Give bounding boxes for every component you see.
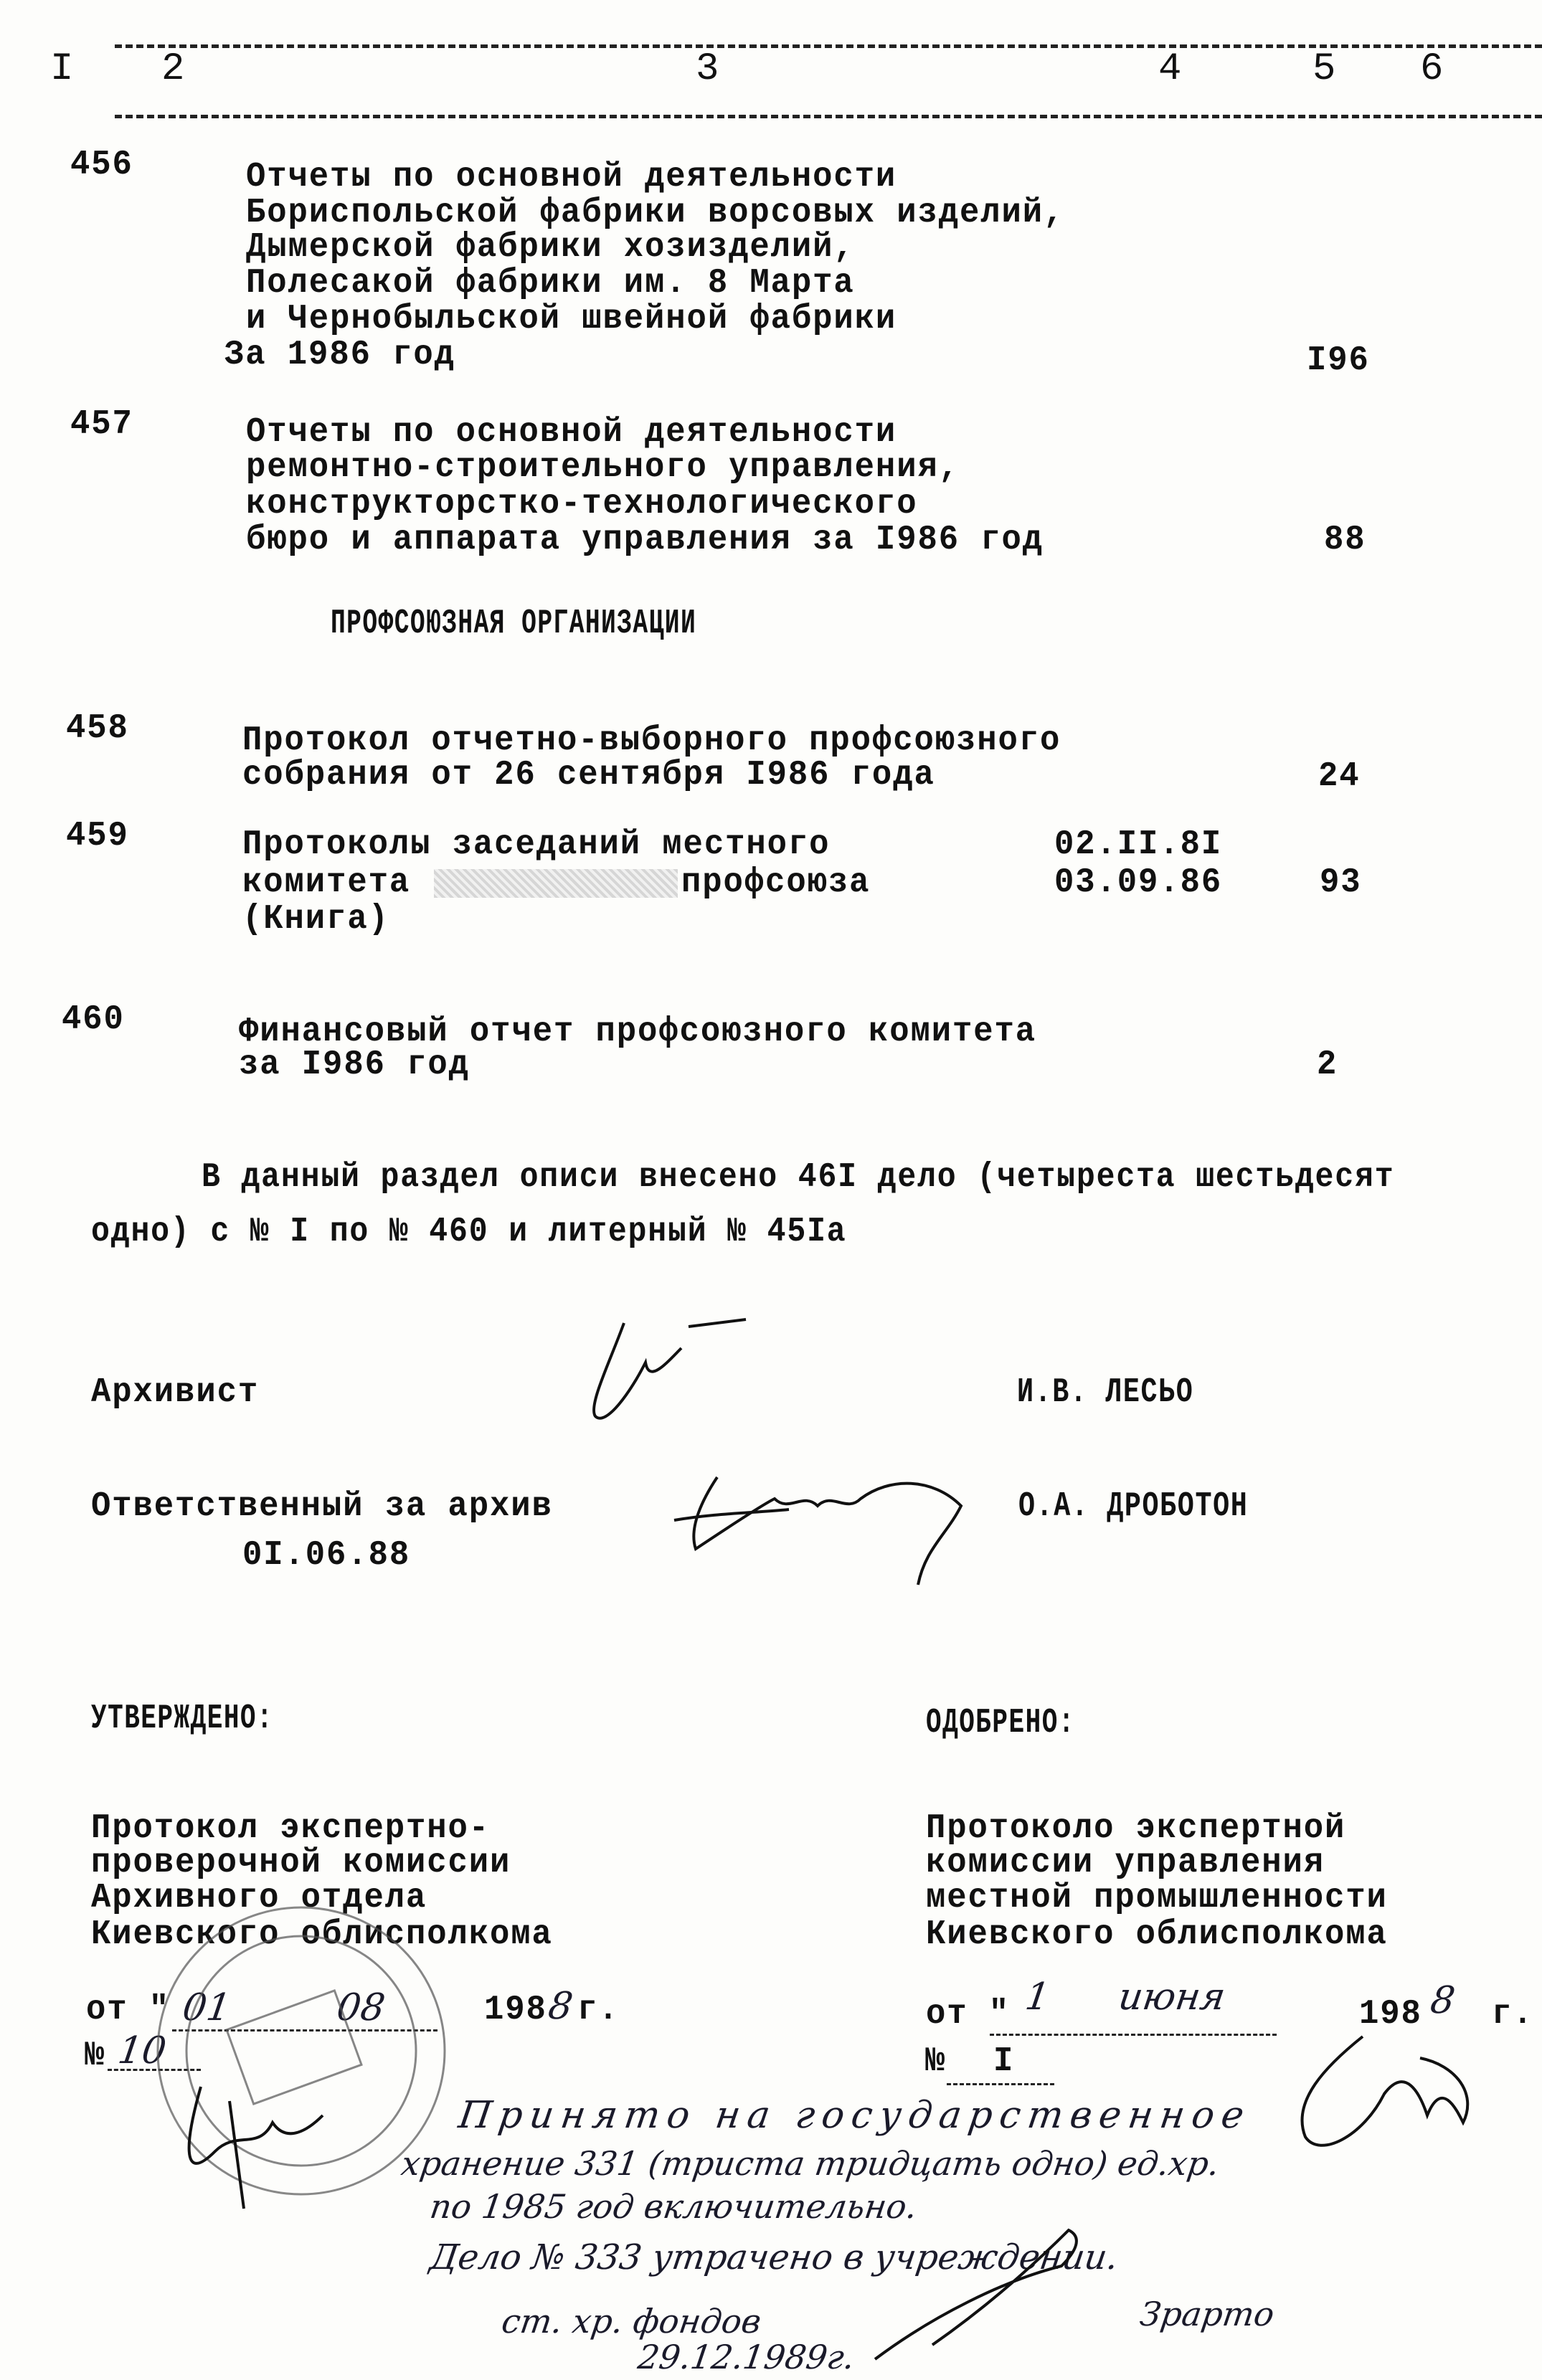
approved-title: УТВЕРЖДЕНО: <box>91 1699 274 1738</box>
approved-number: 10 <box>115 2029 169 2072</box>
approved-line: проверочной комиссии <box>91 1844 511 1882</box>
entry-title-line: и Чернобыльской швейной фабрики <box>246 300 897 338</box>
approved-year-prefix: 198 <box>484 1991 547 2029</box>
responsible-label: Ответственный за архив <box>91 1487 553 1526</box>
archivist-name: И.В. ЛЕСЬО <box>1017 1373 1194 1412</box>
entry-title-line: (Книга) <box>242 900 389 939</box>
approved-date-prefix: от " <box>86 1991 171 2029</box>
archivist-signature <box>594 1319 746 1418</box>
entry-date-end: 03.09.86 <box>1054 863 1223 902</box>
entry-title-line: Протокол отчетно-выборного профсоюзного <box>242 721 1061 760</box>
approved-year-suffix: г. <box>577 1991 620 2029</box>
agreed-number: I <box>993 2042 1015 2081</box>
agreed-month: июня <box>1115 1976 1229 2019</box>
approved-year-digit: 8 <box>545 1985 576 2028</box>
summary-line: одно) с № I по № 460 и литерный № 45Iа <box>91 1213 847 1251</box>
entry-sheets: 93 <box>1320 863 1362 902</box>
handwritten-note-line: Принято на государственное <box>455 2094 1254 2137</box>
entry-number: 456 <box>70 146 133 184</box>
official-stamp <box>158 1907 445 2194</box>
handwritten-note-line: 29.12.1989г. <box>635 2338 858 2376</box>
section-heading: ПРОФСОЮЗНАЯ ОРГАНИЗАЦИИ <box>331 605 697 643</box>
agreed-date-prefix: от " <box>926 1995 1011 2034</box>
agreed-title: ОДОБРЕНО: <box>926 1704 1075 1743</box>
entry-number: 457 <box>70 405 133 444</box>
entry-title-line: профсоюза <box>681 863 871 902</box>
entry-title-line: за I986 год <box>239 1046 470 1084</box>
entry-title-line: Дымерской фабрики хозизделий, <box>246 228 855 267</box>
approved-num-prefix: № <box>85 2037 106 2075</box>
agreed-line: комиссии управления <box>926 1844 1325 1882</box>
responsible-name: О.А. ДРОБОТОН <box>1018 1487 1249 1526</box>
entry-date-start: 02.II.8I <box>1054 825 1223 864</box>
handwritten-note-line: хранение 331 (триста тридцать одно) ед.хр. <box>399 2144 1222 2183</box>
approved-line: Киевского облисполкома <box>91 1915 553 1954</box>
approved-line: Протокол экспертно- <box>91 1809 491 1848</box>
entry-title-line: комитета <box>242 863 411 902</box>
entry-sheets: 24 <box>1318 757 1361 796</box>
entry-title-line: конструкторстко-технологического <box>246 485 918 523</box>
summary-line: В данный раздел описи внесено 46I дело (четыреста шестьдесят <box>202 1158 1395 1197</box>
note-signature <box>875 2230 1077 2359</box>
agreed-year-digit: 8 <box>1427 1979 1458 2022</box>
entry-title-line: Отчеты по основной деятельности <box>246 413 897 452</box>
agreed-num-prefix: № <box>925 2042 947 2081</box>
agreed-line: местной промышленности <box>926 1879 1388 1917</box>
entry-title-line: Протоколы заседаний местного <box>242 825 831 864</box>
entry-sheets: 88 <box>1324 521 1366 559</box>
entry-number: 460 <box>62 1000 125 1039</box>
entry-title-line: собрания от 26 сентября I986 года <box>242 756 935 795</box>
agreed-signature <box>1302 2037 1467 2146</box>
entry-title-line: Финансовый отчет профсоюзного комитета <box>239 1013 1037 1051</box>
column-header: 5 <box>1312 47 1336 91</box>
approved-day: 01 <box>179 1986 234 2029</box>
handwritten-note-line: Зрарто <box>1137 2295 1277 2333</box>
approved-line: Архивного отдела <box>91 1879 427 1917</box>
responsible-signature <box>674 1477 961 1585</box>
entry-title-line: Полесакой фабрики им. 8 Марта <box>246 264 855 303</box>
entry-title-line: бюро и аппарата управления за I986 год <box>246 521 1044 559</box>
archivist-label: Архивист <box>91 1373 260 1412</box>
column-header: 3 <box>696 47 719 91</box>
signature-date: 0I.06.88 <box>242 1536 411 1575</box>
agreed-year-suffix: г. <box>1492 1995 1534 2034</box>
entry-number: 458 <box>66 709 129 748</box>
column-header: I <box>50 47 74 91</box>
entry-sheets: 2 <box>1317 1046 1338 1084</box>
approved-month: 08 <box>334 1986 388 2029</box>
handwritten-note-line: ст. хр. фондов <box>499 2302 764 2341</box>
handwritten-note-line: Дело № 333 утрачено в учреждении. <box>427 2237 1121 2277</box>
column-header: 4 <box>1158 47 1182 91</box>
approved-signature <box>189 2087 323 2209</box>
agreed-day: 1 <box>1022 1976 1053 2019</box>
entry-title-line: Отчеты по основной деятельности <box>246 158 897 196</box>
entry-number: 459 <box>66 817 129 855</box>
handwritten-note-line: по 1985 год включительно. <box>427 2187 920 2226</box>
entry-sheets: I96 <box>1307 341 1370 380</box>
agreed-line: Протоколо экспертной <box>926 1809 1346 1848</box>
entry-title-line: Бориспольской фабрики ворсовых изделий, <box>246 194 1065 232</box>
column-header: 6 <box>1420 47 1444 91</box>
entry-title-line: ремонтно-строительного управления, <box>246 448 960 487</box>
agreed-year-prefix: 198 <box>1359 1995 1422 2034</box>
entry-title-line: За 1986 год <box>224 336 455 374</box>
column-header: 2 <box>161 47 185 91</box>
agreed-line: Киевского облисполкома <box>926 1915 1388 1954</box>
